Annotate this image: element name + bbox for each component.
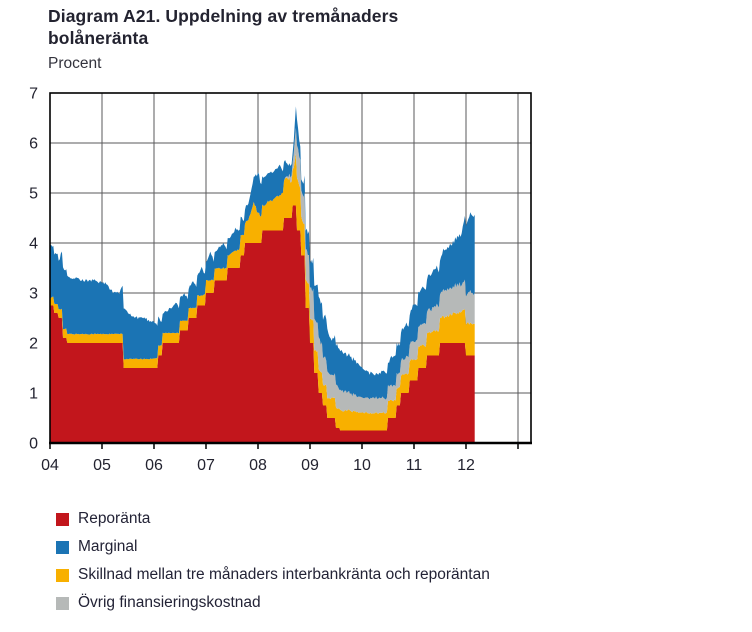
legend-label: Övrig finansieringskostnad (78, 594, 261, 611)
x-tick-label: 12 (457, 457, 475, 474)
legend-label: Skillnad mellan tre månaders interbankränta och reporäntan (78, 566, 490, 583)
y-tick-label: 1 (29, 385, 38, 403)
x-tick-label: 05 (93, 457, 111, 474)
legend-item-reporanta (56, 510, 490, 528)
ovrig-swatch (56, 597, 69, 610)
reporanta-swatch (56, 513, 69, 526)
y-tick-label: 5 (29, 185, 38, 203)
legend-item-skillnad (56, 566, 490, 584)
x-tick-label: 09 (301, 457, 319, 474)
x-tick-label: 10 (353, 457, 371, 474)
chart-unit-label: Procent (48, 55, 102, 72)
legend-label: Reporänta (78, 510, 151, 527)
chart-legend (56, 510, 490, 622)
chart-title-line2: bolåneränta (48, 28, 149, 48)
marginal-swatch (56, 541, 69, 554)
y-tick-label: 2 (29, 335, 38, 353)
legend-label: Marginal (78, 538, 138, 555)
area-marginal (50, 106, 475, 399)
x-tick-label: 04 (41, 457, 59, 474)
y-tick-label: 0 (29, 435, 38, 453)
x-tick-label: 08 (249, 457, 267, 474)
y-tick-label: 6 (29, 135, 38, 153)
x-tick-label: 11 (405, 457, 423, 474)
plot-frame (50, 93, 531, 443)
area-ovrig (50, 128, 475, 414)
area-skillnad (50, 154, 475, 431)
legend-item-marginal (56, 538, 490, 556)
skillnad-swatch (56, 569, 69, 582)
y-tick-label: 3 (29, 285, 38, 303)
area-reporanta (50, 206, 475, 444)
y-tick-label: 4 (29, 235, 38, 253)
y-tick-label: 7 (29, 85, 38, 103)
chart-title-line1: Diagram A21. Uppdelning av tremånaders (48, 6, 399, 26)
chart-title (48, 5, 398, 49)
x-tick-label: 07 (197, 457, 215, 474)
legend-item-ovrig (56, 594, 490, 612)
x-tick-label: 06 (145, 457, 163, 474)
